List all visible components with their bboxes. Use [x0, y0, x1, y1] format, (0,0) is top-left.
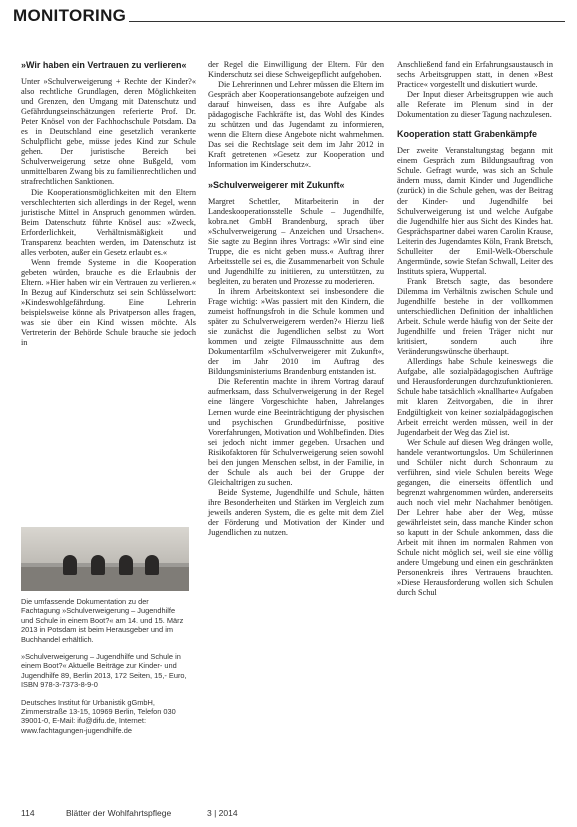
paragraph: Die Kooperationsmöglichkeiten mit den Eltern verschlechterten sich allerdings in der Regel, wenn juristische Mittel in Anspruch genommen würden. Beim Datenschutz führte Knösel aus: »Zweck, Erforderlichkeit, Verhältnismäßigkeit und Transparenz beachten werden, im Datenschutz ist alles verboten, außer ein Gesetz erlaubt es.« [21, 187, 196, 257]
conference-photo [21, 527, 189, 591]
column-1 [21, 60, 196, 348]
column-3 [397, 60, 553, 598]
photo-table [21, 567, 189, 591]
paragraph: Unter »Schulverweigerung + Rechte der Kinder?« also rechtliche Grundlagen, deren Möglichkeiten und Grenzen, den Umgang mit Datenschutz und Gefährdungseinschätzungen referierte Prof. Dr. Peter Knösel von der Fachhochschule Potsdam. Da es in Deutschland eine gesetzlich verankerte Schulpflicht gebe, müsse jedes Kind zur Schule gehen. Der juristische Bereich bei Schulverweigerung setze ohne Bußgeld, vom unmittelbaren Zwang bis zu familienrechtlichen und strafrechtlichen Sanktionen. [21, 77, 196, 187]
caption-paragraph: »Schulverweigerung – Jugendhilfe und Schule in einem Boot?« Aktuelle Beiträge zur Kinder- und Jugendhilfe 89, Berlin 2013, 172 Seiten, 15,- Euro, ISBN 978-3-7373-8-9-0 [21, 652, 187, 690]
caption-paragraph: Deutsches Institut für Urbanistik gGmbH, Zimmerstraße 13-15, 10969 Berlin, Telefon 030 39001-0, E-Mail: ifu@difu.de, Internet: www.fachtagungen-jugendhilfe.de [21, 697, 176, 735]
column-2 [208, 60, 384, 538]
photo-person [145, 555, 159, 575]
paragraph: Die Referentin machte in ihrem Vortrag darauf aufmerksam, dass Schulverweigerung in der Regel eine längere Vorgeschichte haben, Jahrelanges Lernen wurde eine Beeinträchtigung der physischen und psychischen Grundbedürfnisse, positive Vorerfahrungen, Motivation und Wohlbefinden. Dies sei jedoch nicht immer gegeben. Ursachen und Risikofaktoren für Schulverweigerung seien sowohl bei den jungen Menschen selbst, in der Familie, in der Schule als auch bei der Gruppe der Gleichaltrigen zu suchen. [208, 377, 384, 487]
heading-vertrauen: »Wir haben ein Vertrauen zu verlieren« [21, 60, 187, 70]
paragraph: der Regel die Einwilligung der Eltern. Für den Kinderschutz sei diese Schweigepflicht aufgehoben. [208, 60, 384, 80]
paragraph: Beide Systeme, Jugendhilfe und Schule, hätten ihre Besonderheiten und Stärken im Vergleich zum jeweils anderen System, die es gelte mit dem Ziel der Förderung und Motivation der Kinder und Jugendlichen zu nutzen. [208, 487, 384, 538]
photo-person [119, 555, 133, 575]
issue-number: 3 | 2014 [207, 808, 238, 818]
page-footer [21, 808, 561, 820]
paragraph: Der Input dieser Arbeitsgruppen wie auch alle Referate im Plenum sind in der Dokumentation zu dieser Tagung nachzulesen. [397, 90, 553, 120]
paragraph: In ihrem Arbeitskontext sei insbesondere die Frage wichtig: »Was passiert mit den Kindern, die zumeist hoffnungsfroh in die Schule kommen und später zu Schulverweigerern werden?« Hierzu ließ sie zunächst die Jugendlichen selbst zu Wort kommen und zeigte Filmausschnitte aus dem Dokumentarfilm »Schulverweigerer mit Zukunft«, der im Jahr 2010 im Auftrag des Bildungsministeriums Brandenburg entstanden ist. [208, 286, 384, 377]
journal-name: Blätter der Wohlfahrtspflege [66, 808, 172, 818]
paragraph: Wer Schule auf diesen Weg drängen wolle, handele verantwortungslos. Um Schülerinnen und Schüler nicht durch Schonraum zu verführen, sind viele Schulen bereits Wege gegangen, die einerseits öffentlich und begrenzt wahrgenommen würden, andererseits auch noch viel mehr Nachahmer benötigen. Der Lehrer habe aber der Weg, müsse gewährleistet sein, dass manche Kinder schon so kaputt in der Schule ankommen, dass die Arbeit mit ihnen im normalen Rahmen von Schule nicht möglich sei, weil sie eine völlig andere Umgebung und einen ein geschränkten Personenkreis ihres Vertrauens brauchten. »Diese Herausforderung wollen sich Schulen durch Schul [397, 437, 553, 598]
paragraph: Allerdings habe Schule keineswegs die Aufgabe, alle sozialpädagogischen Aufträge und Herausforderungen durchzufunktionieren. Schule habe tatsächlich »knallharte« Aufgaben mit klaren Zeitvorgaben, die in ihrer Endgültigkeit von keiner sozialpädagogischen Arbeit erreicht werden müssen, weil in der Jugendarbeit der Weg das Ziel ist. [397, 357, 553, 437]
heading-kooperation: Kooperation statt Grabenkämpfe [397, 129, 538, 140]
paragraph: Frank Bretsch sagte, das besondere Dilemma im Verhältnis zwischen Schule und Jugendhilfe bestehe in der vollkommen unterschiedlichen Definition der inhaltlichen Arbeit. Schule werde häufig von der Seite der Jugendhilfe und freien Träger nicht nur kritisiert, sondern auch ihre Veränderungswünsche überhaupt. [397, 276, 553, 357]
photo-caption [21, 597, 189, 743]
page-header [13, 4, 565, 30]
photo-wall [21, 527, 189, 563]
paragraph: Wenn fremde Systeme in die Kooperation gebeten würden, brauche es die Erlaubnis der Eltern. »Hier haben wir ein Vertrauen zu verlieren.« In Bezug auf Kinderschutz sei sein Schlüsselwort: »Kindeswohlgefährdung. Eine Lehrerin beispielsweise könne als Privatperson alles fragen, was sie über ein Kind wissen möchte. Als Vertreterin der Behörde Schule brauche sie jedoch in [21, 257, 196, 348]
caption-paragraph: Die umfassende Dokumentation zu der Fachtagung »Schulverweigerung – Jugendhilfe und Schule in einem Boot?« am 14. und 15. März 2013 in Potsdam ist beim Herausgeber und im Buchhandel erhältlich. [21, 597, 184, 644]
paragraph: Der zweite Veranstaltungstag begann mit einem Gespräch zum Bildungsauftrag von Schule. Gefragt wurde, was sich an Schule ändern muss, damit Kinder und Jugendliche (zurück) in die Schule gehen, was der Beitrag der Kinder- und Jugendhilfe bei Schulverweigerung ist und welche Aufgabe die Jugendhilfe hier aus Sicht des Kindes hat. Gesprächspartner dabei waren Carolin Krause, Leiterin des Jugendamtes Köln, Frank Bretsch, Schulleiter der Emil-Welk-Oberschule Angermünde, sowie Stefan Schwall, Leiter des Instituts spiera, Wuppertal. [397, 146, 553, 276]
photo-person [91, 555, 105, 575]
heading-schulverweigerer: »Schulverweigerer mit Zukunft« [208, 179, 345, 190]
page-number: 114 [21, 808, 35, 818]
photo-person [63, 555, 77, 575]
paragraph: Anschließend fand ein Erfahrungsaustausch in sechs Arbeitsgruppen statt, in denen »Best Practice« vorgestellt und diskutiert wurde. [397, 60, 553, 90]
header-rule [129, 21, 565, 22]
section-title: MONITORING [13, 6, 127, 25]
paragraph: Die Lehrerinnen und Lehrer müssen die Eltern im Gespräch aber Kooperationsangebote aufzeigen und darauf hinweisen, dass es ihre Aufgabe als pädagogische Fachkräfte ist, das Wohl des Kindes zu schützen und das Jugendamt zu informieren, wenn die Eltern diese Angebote nicht wahrnehmen. Das sei die Rechtslage seit dem im Jahr 2012 in Kraft getretenen »Gesetz zur Kooperation und Information im Kinderschutz«. [208, 80, 384, 170]
paragraph: Margret Schettler, Mitarbeiterin in der Landeskooperationsstelle Schule – Jugendhilfe, kobra.net GmbH Brandenburg, sprach über »Schulverweigerung – Anzeichen und Ursachen«. Sie sagte zu Beginn ihres Vortrags: »Wir sind eine Truppe, die es nicht geben muss.« Auftrag ihrer Arbeitsstelle sei es, die Zusammenarbeit von Schule und Jugendhilfe zu initiieren, zu unterstützen, zu begleiten, zu beraten und Prozesse zu moderieren. [208, 196, 384, 286]
